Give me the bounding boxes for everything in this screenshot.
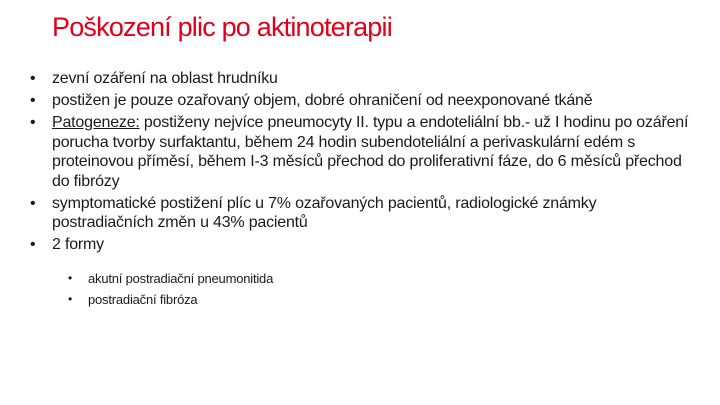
sub-bullet-text: akutní postradiační pneumonitida [88,270,274,286]
sub-bullet-item [68,289,690,310]
bullet-list [30,69,690,312]
bullet-text: zevní ozáření na oblast hrudníku [52,70,278,87]
bullet-text: symptomatické postižení plíc u 7% ozařovaných pacientů, radiologické známky postradiačních změn u 43% pacientů [52,194,597,232]
pathogenesis-label: Patogeneze: [52,113,140,131]
bullet-item [30,194,690,233]
bullet-item [30,113,690,191]
bullet-item [30,69,690,89]
bullet-item [30,235,690,310]
sub-bullet-item [68,268,690,289]
bullet-text: postiženy nejvíce pneumocyty II. typu a endoteliální bb.- už I hodinu po ozáření porucha tvorby surfaktantu, během 24 hodin subendoteliální a perivaskulární edém s proteinovou příměsí, během I-3 měsíců přechod do proliferativní fáze, do 6 měsíců přechod do fibrózy [52,113,689,190]
bullet-text: 2 formy [52,236,104,254]
bullet-text: postižen je pouze ozařovaný objem, dobré ohraničení od neexponované tkáně [52,91,593,109]
sub-bullet-text: postradiační fibróza [88,291,198,307]
bullet-item [30,91,690,111]
sub-bullet-list [68,268,690,310]
slide-title: Poškození plic po aktinoterapii [52,12,392,42]
